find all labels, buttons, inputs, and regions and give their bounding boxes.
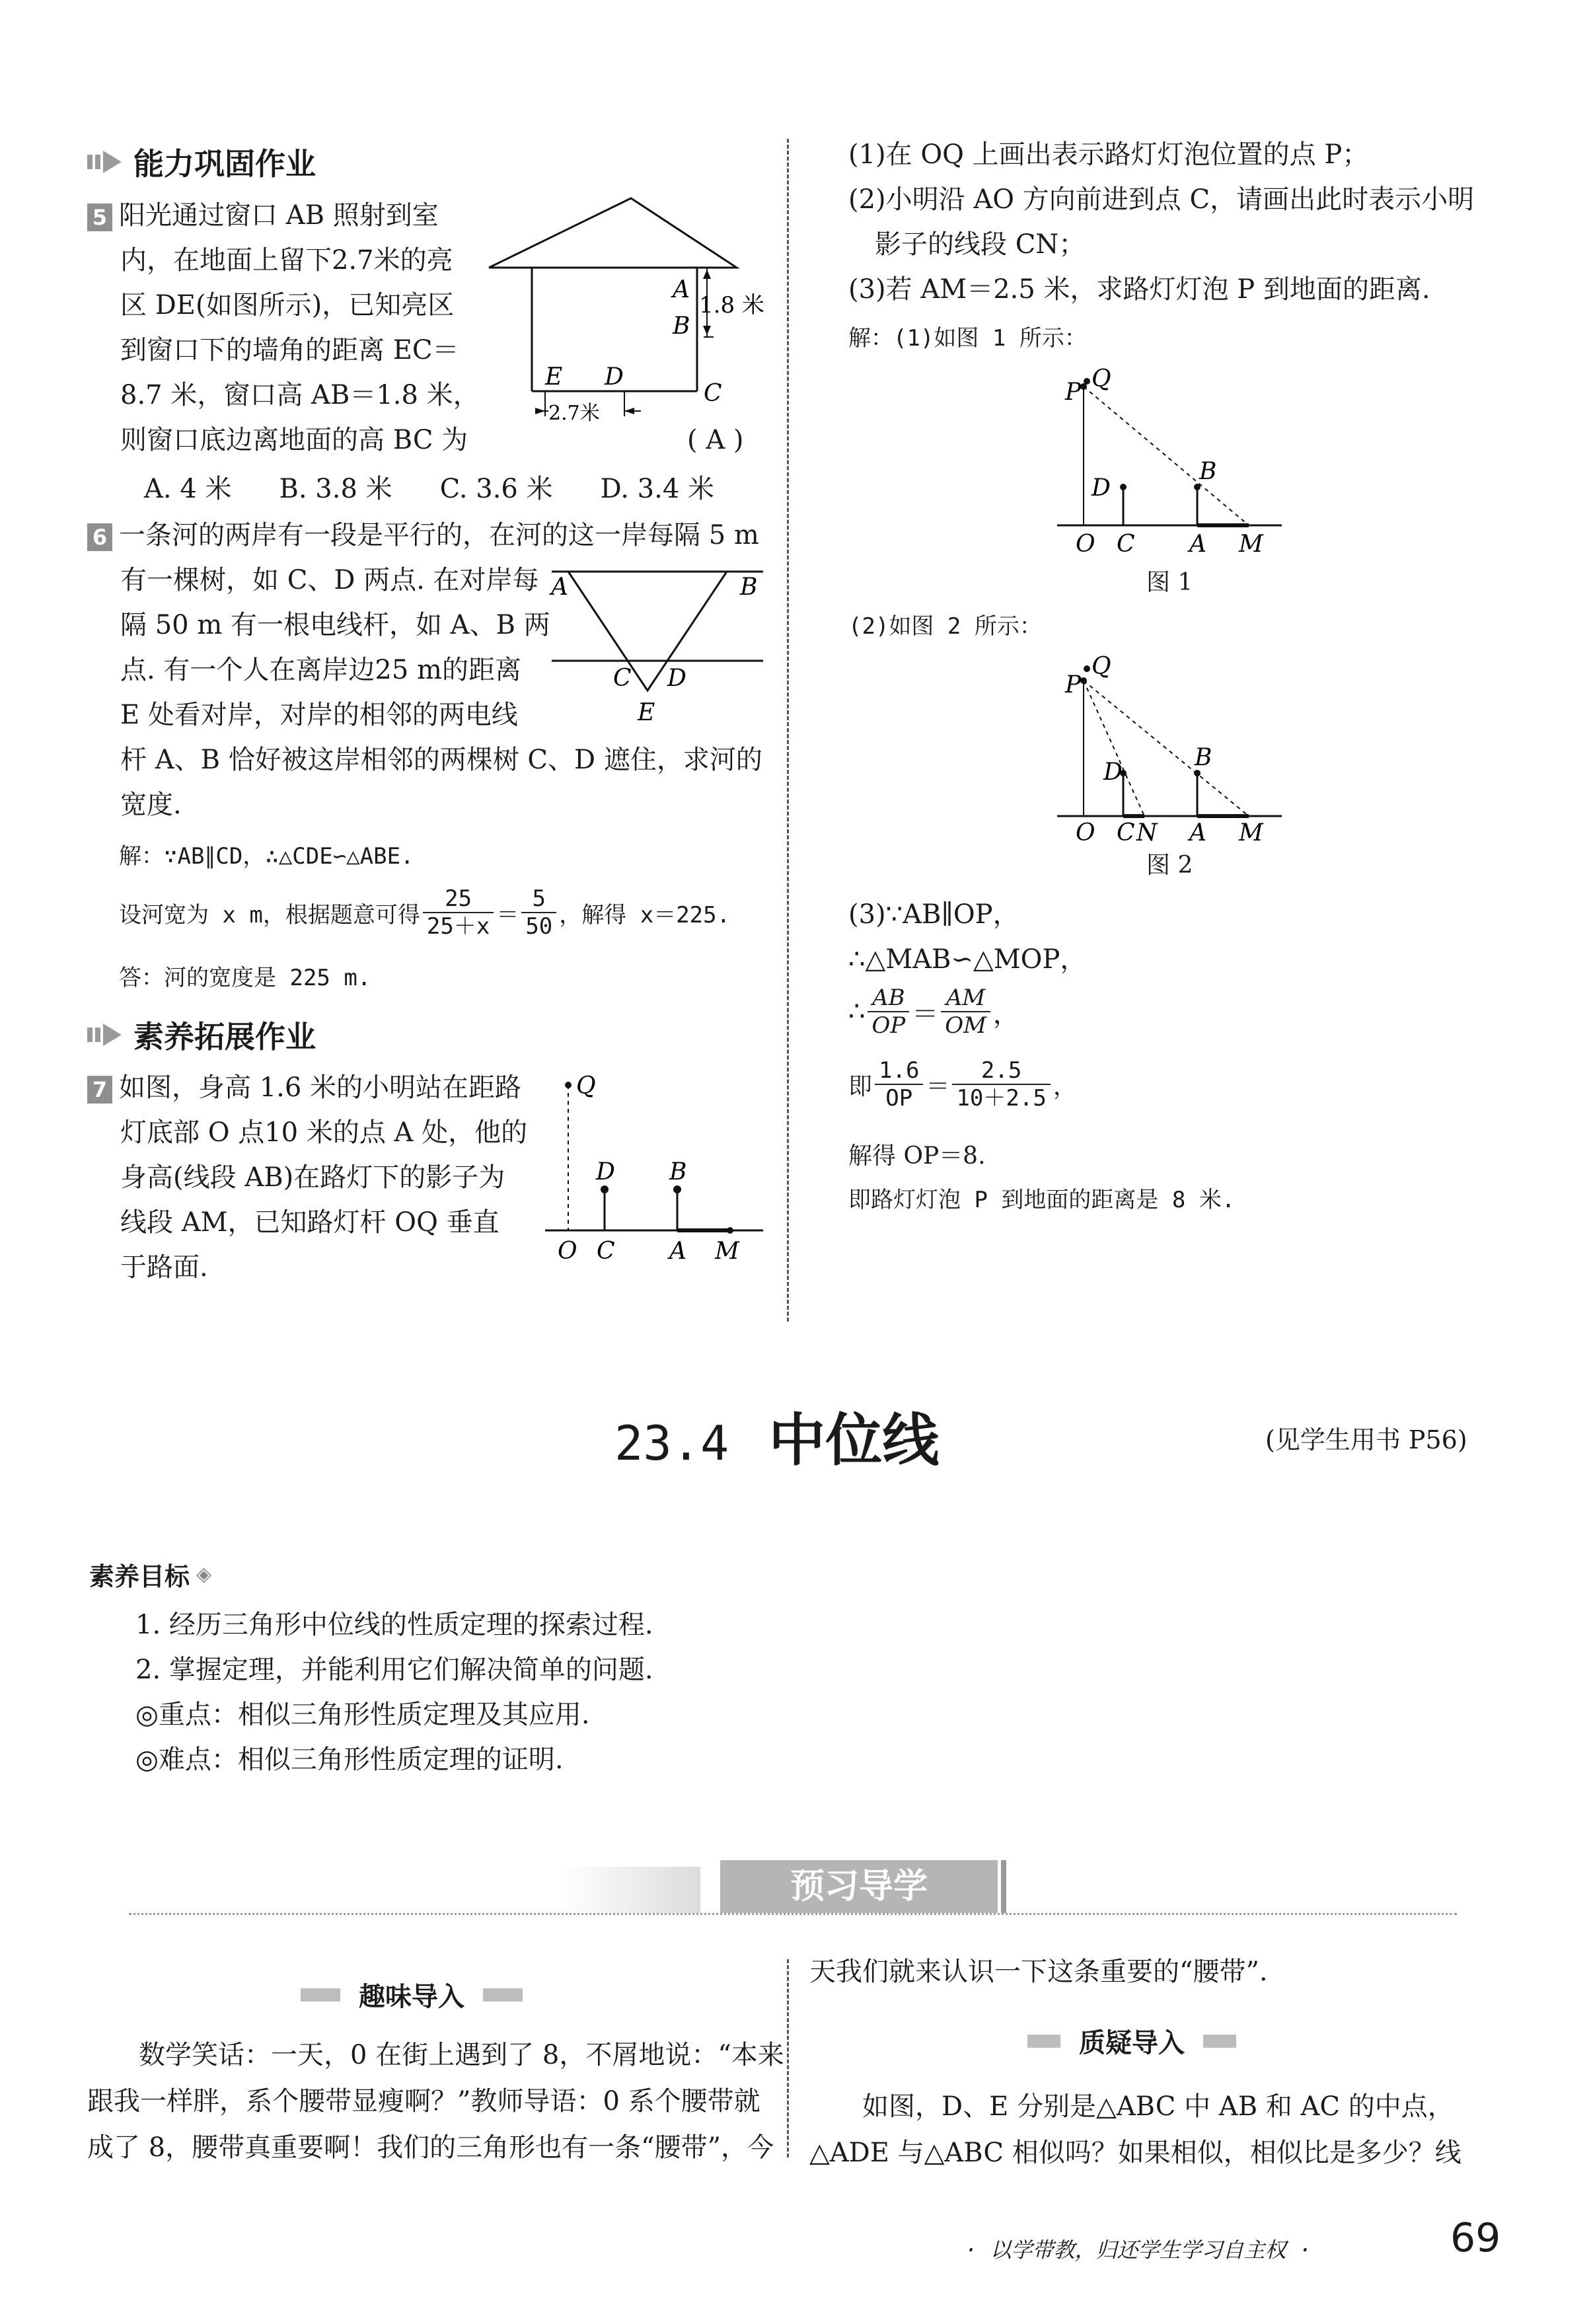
goal-item: 1. 经历三角形中位线的性质定理的探索过程. bbox=[135, 1610, 653, 1640]
fig-label-c: C bbox=[1117, 819, 1135, 846]
right-line: (1)在 OQ 上画出表示路灯灯泡位置的点 P； bbox=[848, 139, 1369, 170]
q6-eq: ＝ bbox=[496, 901, 519, 928]
s3-frac-1 bbox=[875, 1057, 923, 1111]
page-number: 69 bbox=[1450, 2215, 1501, 2261]
heading-bar bbox=[1203, 2035, 1236, 2048]
question-number: 7 bbox=[87, 1076, 112, 1104]
fig-label-a: A bbox=[673, 276, 690, 303]
q5-answer: ( A ) bbox=[687, 425, 744, 455]
fig-label-a: A bbox=[551, 574, 568, 601]
s3-line-5: 解得 OP＝8. bbox=[848, 1143, 986, 1170]
frac-num: AM bbox=[941, 985, 990, 1012]
q7-line: 如图，身高 1.6 米的小明站在距路 bbox=[119, 1072, 522, 1103]
q6-line: 有一棵树，如 C、D 两点. 在对岸每 bbox=[120, 565, 539, 595]
q6-frac-2 bbox=[521, 885, 556, 940]
frac-den: 50 bbox=[525, 913, 553, 940]
q6-line: 宽度. bbox=[120, 790, 182, 820]
q5-line: 则窗口底边离地面的高 BC 为 bbox=[120, 425, 468, 455]
fig-label-d: D bbox=[1103, 759, 1123, 786]
q5-line: 到窗口下的墙角的距离 EC＝ bbox=[120, 335, 459, 365]
figure-2 bbox=[1051, 654, 1295, 846]
fig-label-c: C bbox=[597, 1238, 615, 1265]
fig-label-a: A bbox=[669, 1238, 686, 1265]
arrow-icon bbox=[86, 1021, 124, 1049]
option-b: B. 3.8 米 bbox=[279, 474, 392, 504]
s3-namely: 即 bbox=[848, 1072, 873, 1100]
section-title: 素养拓展作业 bbox=[133, 1019, 316, 1055]
fig-label-b: B bbox=[669, 1158, 687, 1185]
q6-line: 隔 50 m 有一根电线杆，如 A、B 两 bbox=[120, 610, 550, 640]
s3-eq: ＝ bbox=[926, 1072, 950, 1100]
fig-label-q: Q bbox=[576, 1072, 596, 1100]
lesson-title: 中位线 bbox=[768, 1407, 940, 1474]
diamond-icon: ◈ bbox=[196, 1563, 212, 1586]
banner-divider bbox=[1001, 1860, 1006, 1913]
doubt-title: 质疑导入 bbox=[1079, 2028, 1185, 2058]
fig-label-a: A bbox=[1189, 531, 1206, 558]
q6-solution-3: 答：河的宽度是 225 m. bbox=[119, 965, 371, 991]
s3-comma: ， bbox=[992, 998, 1019, 1030]
s3-therefore: ∴ bbox=[848, 996, 866, 1027]
doubt-line: △ADE 与△ABC 相似吗？如果相似，相似比是多少？线 bbox=[809, 2138, 1462, 2168]
section-heading-consolidation bbox=[86, 140, 316, 184]
fig-width-label: 2.7米 bbox=[548, 402, 600, 425]
figure-2-caption: 图 2 bbox=[1146, 852, 1193, 879]
fig-label-p: P bbox=[1065, 379, 1082, 406]
right-sol-a: 解：(1)如图 1 所示： bbox=[848, 325, 1087, 352]
goal-item: 2. 掌握定理，并能利用它们解决简单的问题. bbox=[135, 1655, 653, 1685]
s3-line-4 bbox=[848, 1057, 1077, 1111]
option-c: C. 3.6 米 bbox=[439, 474, 553, 504]
s3-line-3 bbox=[848, 985, 1019, 1039]
intro-line: 成了 8，腰带真重要啊！我们的三角形也有一条“腰带”，今 bbox=[87, 2132, 774, 2163]
fig-label-c: C bbox=[613, 665, 632, 692]
fig-height-label: 1.8 米 bbox=[699, 292, 764, 319]
fig-label-d: D bbox=[667, 665, 686, 692]
q7-line: 身高(线段 AB)在路灯下的影子为 bbox=[120, 1162, 505, 1193]
fig-label-p: P bbox=[1065, 671, 1082, 698]
option-a: A. 4 米 bbox=[144, 474, 232, 504]
doubt-heading bbox=[1027, 2022, 1236, 2060]
option-d: D. 3.4 米 bbox=[600, 474, 714, 504]
q5-line: 区 DE(如图所示)，已知亮区 bbox=[120, 290, 455, 320]
fig-label-q: Q bbox=[1092, 365, 1111, 393]
fig-label-d: D bbox=[605, 363, 624, 391]
intro-heading bbox=[301, 1976, 523, 2013]
q7-line: 于路面. bbox=[120, 1252, 208, 1283]
goal-item: ◎重点：相似三角形性质定理及其应用. bbox=[135, 1700, 590, 1730]
heading-bar bbox=[1027, 2035, 1060, 2048]
question-5 bbox=[87, 193, 480, 463]
fig-label-b: B bbox=[673, 313, 690, 340]
column-divider bbox=[787, 139, 789, 1322]
column-divider-lower bbox=[787, 1959, 789, 2157]
goals-heading: 素养目标 bbox=[89, 1562, 190, 1591]
q6-solution-1: 解：∵AB∥CD，∴△CDE∽△ABE. bbox=[119, 843, 414, 870]
intro-line: 数学笑话：一天，0 在街上遇到了 8，不屑地说：“本来 bbox=[139, 2040, 784, 2070]
fig-label-o: O bbox=[1076, 531, 1095, 558]
q7-line: 线段 AM，已知路灯杆 OQ 垂直 bbox=[120, 1207, 500, 1238]
frac-num: 1.6 bbox=[875, 1057, 923, 1085]
s3-line-6: 即路灯灯泡 P 到地面的距离是 8 米. bbox=[848, 1187, 1236, 1213]
q5-options bbox=[144, 467, 714, 511]
frac-num: 5 bbox=[521, 885, 556, 913]
q6-river-figure bbox=[548, 562, 766, 727]
banner-left-decor bbox=[562, 1867, 700, 1913]
arrow-icon bbox=[86, 148, 124, 176]
q7-line: 灯底部 O 点10 米的点 A 处，他的 bbox=[120, 1117, 528, 1148]
banner-preview: 预习导学 bbox=[720, 1860, 998, 1913]
frac-den: 10＋2.5 bbox=[956, 1085, 1047, 1111]
fig-label-e: E bbox=[545, 363, 563, 391]
lesson-heading bbox=[614, 1394, 939, 1476]
doubt-line: 如图，D、E 分别是△ABC 中 AB 和 AC 的中点， bbox=[862, 2091, 1454, 2122]
right-sol-b: (2)如图 2 所示： bbox=[848, 613, 1042, 640]
fig-label-n: N bbox=[1136, 819, 1158, 846]
frac-den: OP bbox=[871, 1012, 906, 1039]
right-questions bbox=[848, 132, 1474, 312]
question-number: 5 bbox=[87, 204, 112, 231]
heading-bar bbox=[301, 1988, 340, 2002]
fig-label-o: O bbox=[558, 1238, 577, 1265]
q5-line: 阳光通过窗口 AB 照射到室 bbox=[119, 200, 439, 231]
fig-label-q: Q bbox=[1092, 653, 1111, 680]
question-number: 6 bbox=[87, 523, 112, 551]
goals-list bbox=[135, 1602, 653, 1782]
figure-1-caption: 图 1 bbox=[1146, 569, 1193, 596]
right-line: 影子的线段 CN； bbox=[875, 229, 1086, 260]
fig-label-b: B bbox=[740, 574, 758, 601]
section-heading-extension bbox=[86, 1013, 316, 1057]
fig-label-o: O bbox=[1076, 819, 1095, 846]
lesson-reference: (见学生用书 P56) bbox=[1265, 1425, 1467, 1454]
banner-rule bbox=[129, 1913, 1457, 1915]
q5-line: 内，在地面上留下2.7米的亮 bbox=[120, 245, 453, 276]
q6-line: 点. 有一个人在离岸边25 m的距离 bbox=[120, 655, 521, 685]
q6-sol2-post: ，解得 x＝225. bbox=[559, 901, 731, 928]
fig-label-c: C bbox=[704, 380, 722, 407]
s3-frac-ab-op bbox=[868, 985, 909, 1039]
q6-line: E 处看对岸，对岸的相邻的两电线 bbox=[120, 700, 518, 730]
fig-label-d: D bbox=[1092, 474, 1111, 502]
q6-line: 一条河的两岸有一段是平行的，在河的这一岸每隔 5 m bbox=[119, 520, 759, 550]
intro-continued: 天我们就来认识一下这条重要的“腰带”. bbox=[809, 1957, 1268, 1987]
q6-frac-1 bbox=[423, 885, 494, 940]
frac-den: 25＋x bbox=[426, 913, 490, 940]
frac-num: 2.5 bbox=[952, 1057, 1050, 1085]
fig-label-b: B bbox=[1199, 458, 1217, 485]
frac-num: AB bbox=[868, 985, 909, 1012]
heading-bar bbox=[483, 1988, 523, 2002]
q7-figure bbox=[542, 1070, 766, 1269]
s3-frac-am-om bbox=[941, 985, 990, 1039]
lesson-number: 23.4 bbox=[614, 1415, 729, 1471]
fig-label-d: D bbox=[596, 1158, 615, 1185]
figure-1 bbox=[1051, 365, 1295, 558]
fig-label-m: M bbox=[1239, 819, 1263, 846]
intro-title: 趣味导入 bbox=[359, 1982, 464, 2012]
intro-line: 跟我一样胖，系个腰带显瘦啊？”教师导语：0 系个腰带就 bbox=[87, 2086, 760, 2117]
q5-house-figure bbox=[482, 192, 764, 430]
frac-den: OP bbox=[885, 1085, 913, 1111]
frac-num: 25 bbox=[423, 885, 494, 913]
intro-text bbox=[87, 2032, 784, 2171]
goals-title bbox=[89, 1556, 211, 1593]
s3-frac-2 bbox=[952, 1057, 1050, 1111]
question-7 bbox=[87, 1065, 527, 1290]
right-line: (3)若 AM＝2.5 米，求路灯灯泡 P 到地面的距离. bbox=[848, 274, 1430, 305]
goal-item: ◎难点：相似三角形性质定理的证明. bbox=[135, 1744, 564, 1775]
q6-solution-2 bbox=[119, 885, 730, 940]
q5-line: 8.7 米，窗口高 AB＝1.8 米， bbox=[120, 380, 480, 410]
frac-den: OM bbox=[945, 1012, 986, 1039]
doubt-text bbox=[809, 2083, 1462, 2176]
q6-sol2-pre: 设河宽为 x m，根据题意可得 bbox=[119, 901, 420, 928]
fig-label-a: A bbox=[1189, 819, 1206, 846]
fig-label-m: M bbox=[1239, 531, 1263, 558]
fig-label-m: M bbox=[715, 1238, 739, 1265]
s3-line-2: ∴△MAB∽△MOP， bbox=[848, 944, 1087, 975]
fig-label-c: C bbox=[1117, 531, 1135, 558]
fig-label-e: E bbox=[638, 699, 655, 726]
section-title: 能力巩固作业 bbox=[133, 146, 316, 182]
q6-line: 杆 A、B 恰好被这岸相邻的两棵树 C、D 遮住，求河的 bbox=[120, 745, 762, 775]
footer-motto: · 以学带教，归还学生学习自主权 · bbox=[965, 2237, 1312, 2263]
s3-comma: ， bbox=[1053, 1072, 1077, 1100]
s3-eq: ＝ bbox=[912, 998, 939, 1030]
right-line: (2)小明沿 AO 方向前进到点 C，请画出此时表示小明 bbox=[848, 184, 1475, 215]
fig-label-b: B bbox=[1195, 744, 1212, 771]
s3-line-1: (3)∵AB∥OP， bbox=[848, 899, 1019, 930]
